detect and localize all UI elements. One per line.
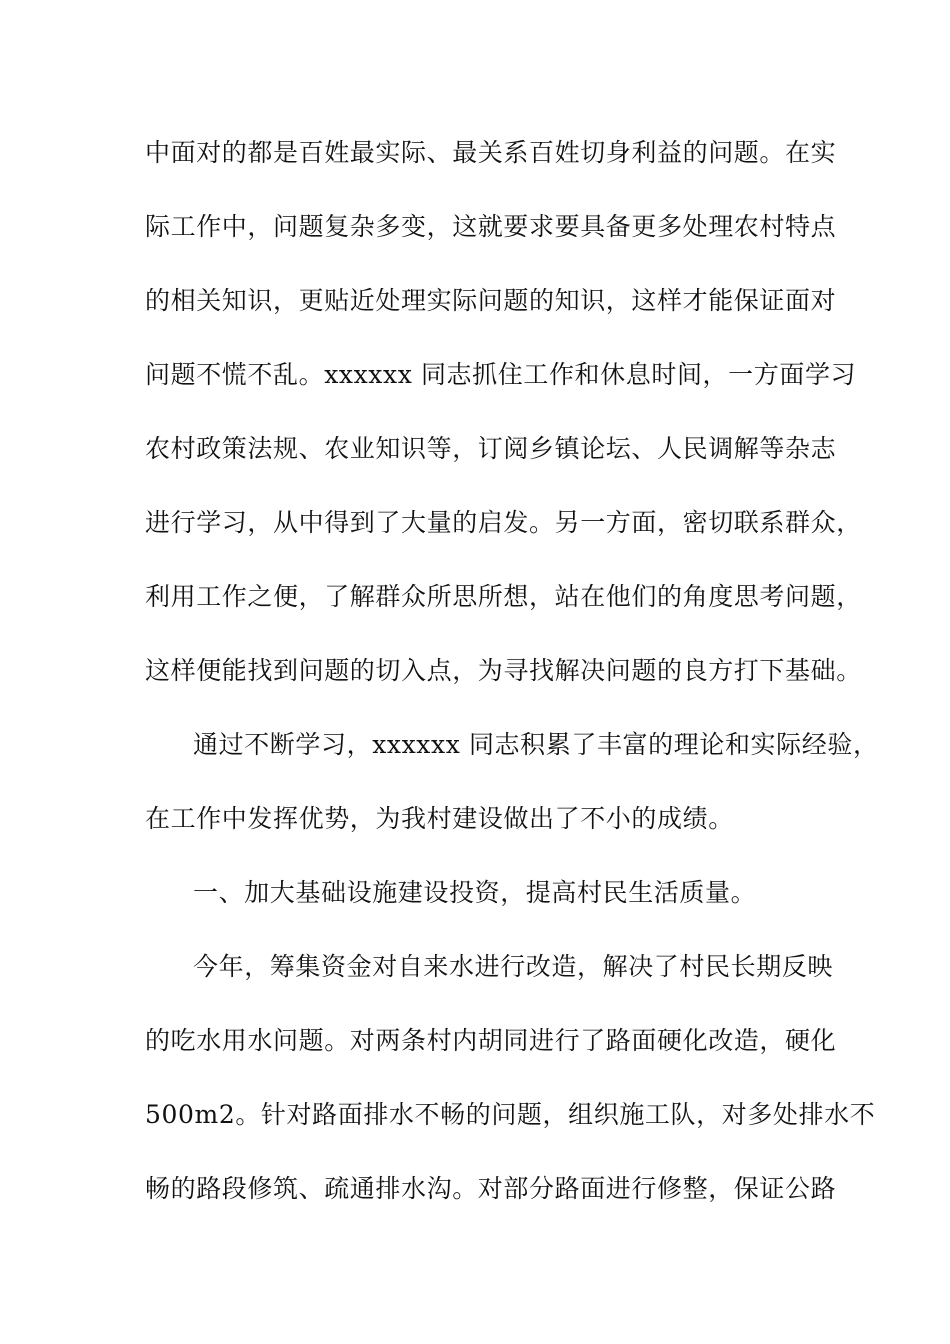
text-line: 500m2。针对路面排水不畅的问题，组织施工队，对多处排水不 (145, 1100, 876, 1129)
body-text (145, 127, 879, 1237)
text-line: 的相关知识，更贴近处理实际问题的知识，这样才能保证面对 (145, 286, 837, 315)
text-line: 畅的路段修筑、疏通排水沟。对部分路面进行修整，保证公路 (145, 1174, 837, 1203)
text-line: 利用工作之便，了解群众所思所想，站在他们的角度思考问题， (145, 582, 862, 611)
text-line: 农村政策法规、农业知识等，订阅乡镇论坛、人民调解等杂志 (145, 434, 837, 463)
text-line: 际工作中，问题复杂多变，这就要求要具备更多处理农村特点 (145, 212, 837, 241)
text-line: 在工作中发挥优势，为我村建设做出了不小的成绩。 (145, 804, 734, 833)
paragraph-start-line: 通过不断学习，xxxxxx 同志积累了丰富的理论和实际经验， (193, 730, 879, 759)
paragraph-start-line: 今年，筹集资金对自来水进行改造，解决了村民长期反映 (193, 952, 834, 981)
text-line: 的吃水用水问题。对两条村内胡同进行了路面硬化改造，硬化 (145, 1026, 837, 1055)
text-line: 这样便能找到问题的切入点，为寻找解决问题的良方打下基础。 (145, 656, 862, 685)
text-line: 进行学习，从中得到了大量的启发。另一方面，密切联系群众， (145, 508, 862, 537)
section-heading: 一、加大基础设施建设投资，提高村民生活质量。 (193, 878, 757, 907)
text-line: 中面对的都是百姓最实际、最关系百姓切身利益的问题。在实 (145, 138, 837, 167)
text-line: 问题不慌不乱。xxxxxx 同志抓住工作和休息时间，一方面学习 (145, 360, 857, 389)
